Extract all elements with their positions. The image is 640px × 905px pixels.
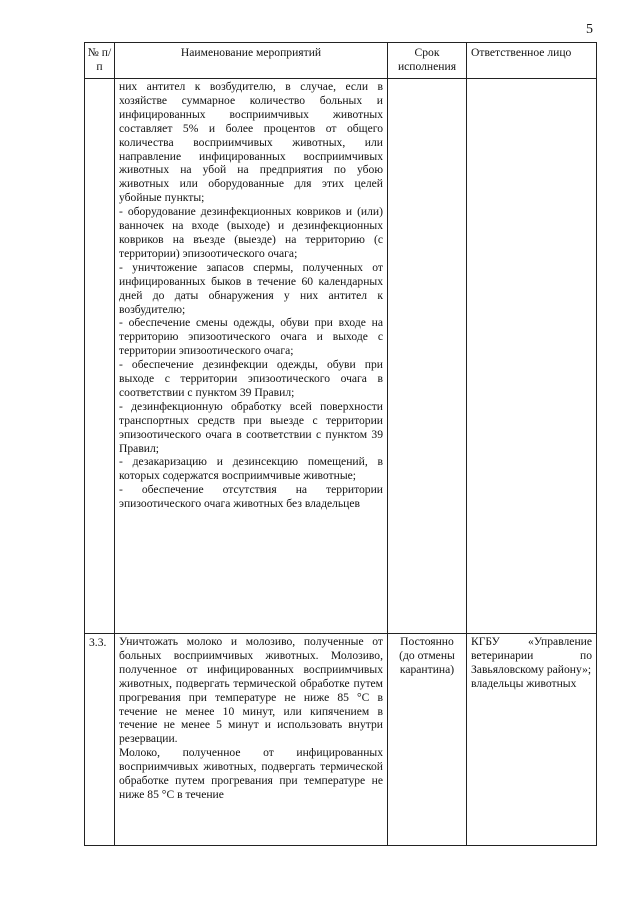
page-number: 5 <box>586 22 593 37</box>
row-measure-text <box>115 634 388 846</box>
measure-paragraph: Молоко, полученное от инфицированных восприимчивых животных, подвергать термической обработке путем прогревания при температуре не ниже 85 °С в течение <box>119 746 383 801</box>
measure-paragraph: - дезинфекционную обработку всей поверхности транспортных средств при выезде с территории эпизоотического очага в соответствии с пунктом 39 Правил; <box>119 399 383 455</box>
measure-paragraph: Уничтожать молоко и молозиво, полученные от больных восприимчивых животных. Молозиво, полученное от инфицированных восприимчивых животных, подвергать термической обработке путем прогревания при температуре не ниже 85 °С в течение не менее 10 минут, или кипячением в течение не менее 5 минут и использовать внутри резервации. <box>119 635 383 746</box>
header-term: Срок исполнения <box>388 43 467 79</box>
measure-paragraph: них антител к возбудителю, в случае, если в хозяйстве суммарное количество больных и инфицированных восприимчивых животных составляет 5% и более процентов от общего количества восприимчивых животных, или направление инфицированных восприимчивых животных на убой на предприятия по убою животных или оборудованные для этих целей убойные пункты; <box>119 80 383 205</box>
row-responsible <box>467 79 597 634</box>
measure-paragraph: - дезакаризацию и дезинсекцию помещений, в которых содержатся восприимчивые животные; <box>119 455 383 483</box>
header-responsible: Ответственное лицо <box>467 43 597 79</box>
measures-table <box>84 42 597 846</box>
row-measure-text <box>115 79 388 634</box>
header-name: Наименование мероприятий <box>115 43 388 79</box>
measure-paragraph: - обеспечение отсутствия на территории эпизоотического очага животных без владельцев <box>119 483 383 511</box>
row-responsible <box>467 634 597 846</box>
row-num <box>85 79 115 634</box>
table-row <box>85 79 597 634</box>
row-num: 3.3. <box>85 634 115 846</box>
measure-paragraph: - обеспечение смены одежды, обуви при входе на территорию эпизоотического очага и выходе с территории эпизоотического очага; <box>119 316 383 358</box>
row-term: Постоянно (до отмены карантина) <box>388 634 467 846</box>
row-term <box>388 79 467 634</box>
measure-paragraph: - уничтожение запасов спермы, полученных от инфицированных быков в течение 60 календарных дней до даты обнаружения у них антител к возбудителю; <box>119 260 383 316</box>
table-header-row <box>85 43 597 79</box>
table-row <box>85 634 597 846</box>
measure-paragraph: - обеспечение дезинфекции одежды, обуви при выходе с территории эпизоотического очага в соответствии с пунктом 39 Правил; <box>119 358 383 399</box>
measure-paragraph: - оборудование дезинфекционных ковриков и (или) ванночек на входе (выходе) и дезинфекционных ковриков на въезде (выезде) на территорию (с территории) эпизоотического очага; <box>119 205 383 260</box>
responsible-owners: владельцы животных <box>471 677 577 690</box>
responsible-organization: КГБУ «Управление ветеринарии по Завьяловскому району»; <box>471 635 592 676</box>
header-num: № п/п <box>85 43 115 79</box>
